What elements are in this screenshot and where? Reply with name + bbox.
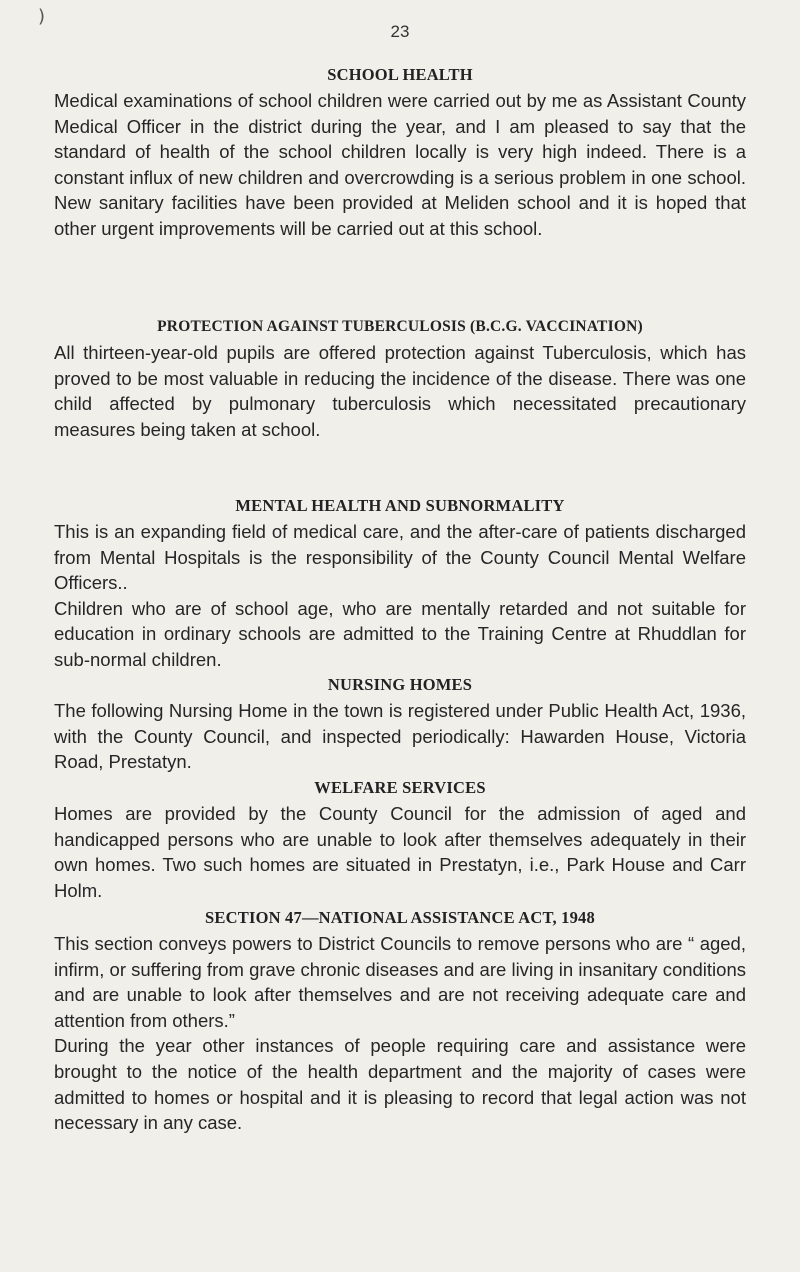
section-heading: WELFARE SERVICES [314, 778, 486, 797]
section-nursing-homes [54, 672, 746, 775]
section-heading: PROTECTION AGAINST TUBERCULOSIS (B.C.G. VACCINATION) [157, 318, 643, 335]
section-heading: NURSING HOMES [327, 675, 473, 694]
paragraph: The following Nursing Home in the town is registered under Public Health Act, 1936, with the County Council, and inspected periodically: Hawarden House, Victoria Road, Prestatyn. [54, 700, 746, 773]
page-number: 23 [390, 22, 410, 41]
section-mental-health [54, 493, 746, 673]
corner-mark: ) [38, 6, 46, 27]
paragraph: All thirteen-year-old pupils are offered protection against Tuberculosis, which has proved to be most valuable in reducing the incidence of the disease. There was one child affected by pulmonary tuberculosis which necessitated precautionary measures being taken at school. [54, 342, 746, 440]
section-heading: SCHOOL HEALTH [327, 65, 473, 84]
section-welfare-services [54, 775, 746, 903]
section-national-assistance-act [54, 905, 746, 1136]
paragraph: This is an expanding field of medical care, and the after-care of patients discharged from Mental Hospitals is the responsibility of the County Council Mental Welfare Officers.. [54, 521, 746, 594]
paragraph: This section conveys powers to District Councils to remove persons who are “ aged, infirm, or suffering from grave chronic diseases and are living in insanitary conditions and are unable to look after themselves and are not receiving adequate care and attention from others.” [54, 933, 746, 1031]
section-heading: SECTION 47—NATIONAL ASSISTANCE ACT, 1948 [205, 908, 595, 927]
section-protection-against-tuberculosis [54, 314, 746, 442]
paragraph: During the year other instances of people requiring care and assistance were brought to the notice of the health department and the majority of cases were admitted to homes or hospital and it is pleasing to record that legal action was not necessary in any case. [54, 1035, 746, 1134]
paragraph: Homes are provided by the County Council for the admission of aged and handicapped persons who are unable to look after themselves adequately in their own homes. Two such homes are situated in Prestatyn, i.e., Park House and Carr Holm. [54, 803, 746, 901]
paragraph: Children who are of school age, who are mentally retarded and not suitable for education in ordinary schools are admitted to the Training Centre at Rhuddlan for sub-normal children. [54, 597, 746, 670]
paragraph: Medical examinations of school children were carried out by me as Assistant County Medical Officer in the district during the year, and I am pleased to say that the standard of health of the school children locally is very high indeed. There is a constant influx of new children and overcrowding is a serious problem in one school. New sanitary facilities have been provided at Meliden school and it is hoped that other urgent improvements will be carried out at this school. [54, 90, 746, 239]
section-heading: MENTAL HEALTH AND SUBNORMALITY [235, 496, 565, 515]
section-school-health [54, 62, 746, 242]
